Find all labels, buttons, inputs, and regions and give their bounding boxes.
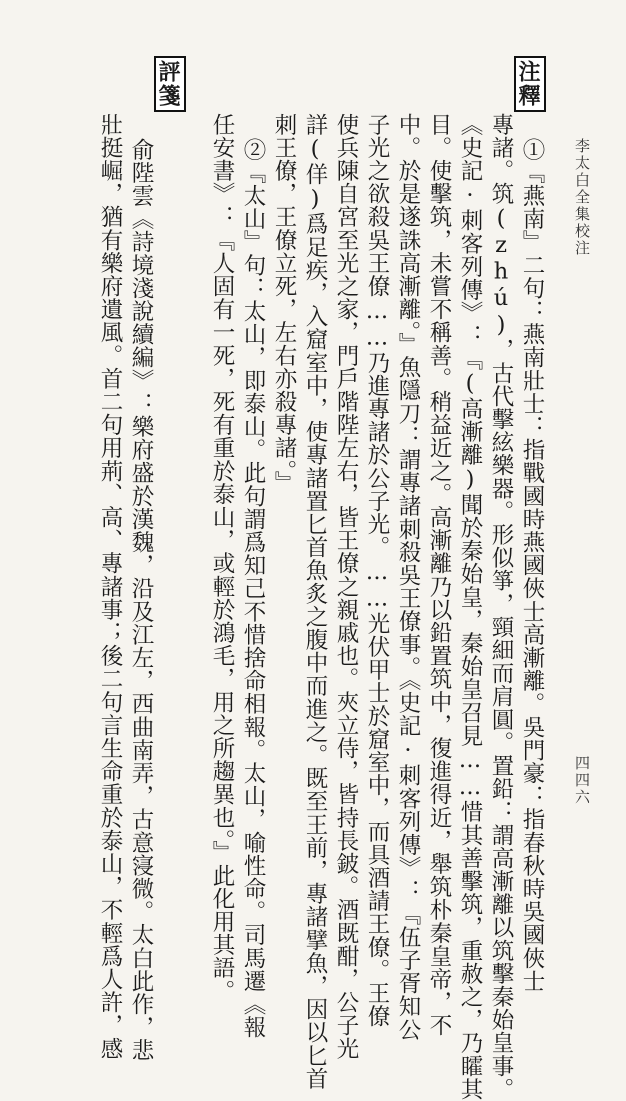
text-column: 壯挺崛，猶有樂府遺風。首二句用荊、高、專諸事；後二句言生命重於泰山，不輕爲人許，感	[97, 113, 123, 1061]
text-column: ②『太山』句：太山，即泰山。此句謂爲知己不惜捨命相報。太山，喻性命。司馬遷《報	[240, 138, 266, 1039]
text-column: 使兵陳自宮至光之家，門戶階陛左右，皆王僚之親戚也。夾立侍，皆持長鈹。酒既酣，公子光	[333, 113, 359, 1061]
book-title: 李太白全集校注	[573, 138, 591, 257]
text-column: 任安書》：『人固有一死，死有重於泰山，或輕於鴻毛，用之所趨異也。』此化用其語。	[209, 113, 235, 1003]
text-column: 專諸。筑(zhú)，古代擊絃樂器。形似箏，頸細而肩圓。置鉛：謂高漸離以筑擊秦始皇事。	[488, 113, 514, 1101]
text-column: 俞陛雲《詩境淺說續編》：樂府盛於漢魏，沿及江左，西曲南弄，古意寖微。太白此作，悲	[128, 138, 154, 1062]
text-column: 中。於是遂誅高漸離。』魚隱刀：謂專諸刺殺吳王僚事。《史記·刺客列傳》：『伍子胥知公	[395, 113, 421, 1042]
text-column: 詳(佯)爲足疾，入窟室中，使專諸置匕首魚炙之腹中而進之。既至王前，專諸擘魚，因以匕首	[302, 113, 328, 1091]
text-column: 刺王僚，王僚立死，左右亦殺專諸。』	[271, 113, 297, 495]
page-number: 四四六	[573, 755, 591, 806]
text-column: 子光之欲殺吳王僚……乃進專諸於公子光。……光伏甲士於窟室中，而具酒請王僚。王僚	[364, 113, 390, 1028]
text-column: 《史記·刺客列傳》：『(高漸離)聞於秦始皇，秦始皇召見……惜其善擊筑，重赦之，乃矐其	[457, 113, 483, 1101]
notes-section-label: 注釋	[514, 56, 546, 112]
commentary-section-label: 評箋	[154, 56, 186, 112]
text-column: ①『燕南』二句：燕南壯士：指戰國時燕國俠士高漸離。吳門豪：指春秋時吳國俠士	[519, 138, 545, 993]
text-column: 目。使擊筑，未嘗不稱善。稍益近之。高漸離乃以鉛置筑中，復進得近，舉筑朴秦皇帝，不	[426, 113, 452, 1037]
